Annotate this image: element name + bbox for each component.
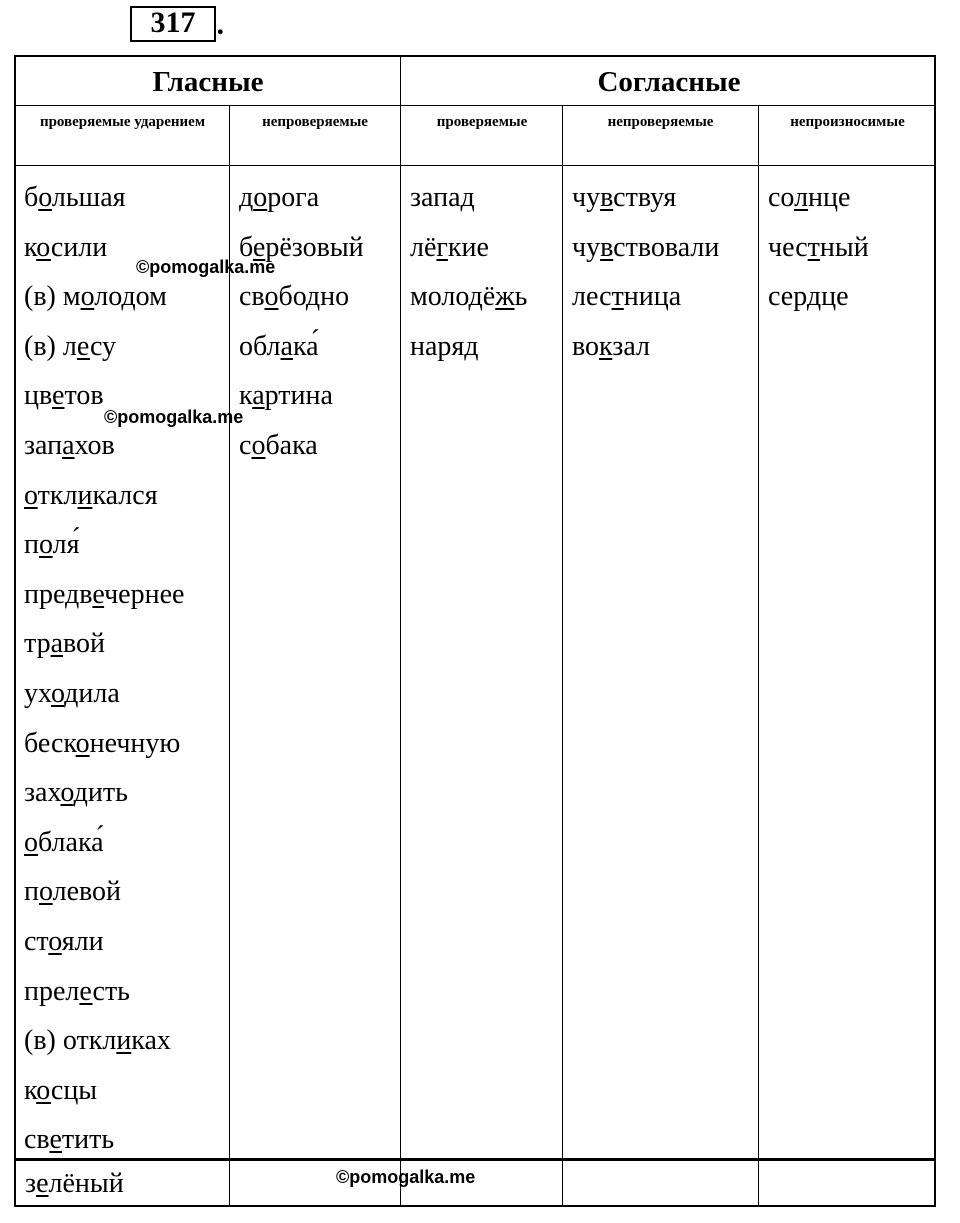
word-item: картина <box>239 380 333 412</box>
exercise-number: 317 <box>150 6 196 39</box>
highlighted-letter: а <box>252 380 265 412</box>
subheader-divider <box>16 165 934 166</box>
highlighted-letter: о <box>36 1074 51 1106</box>
highlighted-letter: д <box>806 281 822 313</box>
highlighted-letter: о <box>60 777 74 809</box>
column-consonants-checked <box>410 173 527 371</box>
word-item: сердце <box>768 281 849 313</box>
highlighted-letter: и <box>77 479 93 511</box>
word-item: наряд <box>410 330 479 362</box>
word-item: прелесть <box>24 975 130 1007</box>
highlighted-letter: е <box>52 380 65 412</box>
highlighted-letter: о <box>75 727 90 759</box>
word-item: поля́ <box>24 529 80 561</box>
subheader-consonants-unchecked: непроверяемые <box>607 114 714 130</box>
word-item: честный <box>768 231 869 263</box>
word-item: молодёжь <box>410 281 528 313</box>
bottom-divider-3 <box>562 1161 563 1205</box>
highlighted-letter: г <box>436 231 448 263</box>
word-item: бесконечную <box>24 727 181 759</box>
exercise-number-box <box>130 6 224 42</box>
header-vowels: Гласные <box>152 65 264 98</box>
highlighted-letter: д <box>460 182 475 213</box>
subheader-vowels-checked: проверяемые ударением <box>39 114 206 130</box>
word-item: (в) откликах <box>24 1025 171 1057</box>
word-item: чувствовали <box>572 231 720 263</box>
column-consonants-silent <box>768 173 869 322</box>
highlighted-letter: о <box>251 429 266 461</box>
highlighted-letter: е <box>49 1124 62 1156</box>
highlighted-letter: е <box>92 578 105 610</box>
word-item: облака́ <box>24 826 104 858</box>
word-item: лестница <box>572 281 682 313</box>
bottom-divider-1 <box>229 1161 230 1205</box>
word-item: заходить <box>24 777 128 809</box>
highlighted-letter: о <box>24 479 38 511</box>
word-item: косцы <box>24 1074 98 1106</box>
word-item: берёзовый <box>239 231 364 263</box>
word-item: откликался <box>24 479 158 511</box>
column-divider-4 <box>758 105 759 1158</box>
highlighted-letter: е <box>79 975 93 1007</box>
highlighted-letter: а <box>50 628 64 660</box>
highlighted-letter: д <box>121 281 136 313</box>
highlighted-letter: в <box>600 182 614 213</box>
word-item: вокзал <box>572 330 650 362</box>
word-item: собака <box>239 429 318 461</box>
word-item: солнце <box>768 182 851 213</box>
word-item: облака́ <box>239 330 319 362</box>
highlighted-letter: и <box>116 1025 132 1057</box>
highlighted-letter: о <box>38 182 52 213</box>
column-vowels-checked <box>24 173 184 1165</box>
highlighted-letter: о <box>50 677 65 709</box>
subheader-consonants-checked: проверяемые <box>436 114 528 130</box>
column-divider-3 <box>562 105 563 1158</box>
highlighted-letter: е <box>36 1168 49 1199</box>
word-item: большая <box>24 182 126 213</box>
highlighted-letter: е <box>76 330 90 362</box>
highlighted-letter: о <box>24 826 38 858</box>
column-consonants-unchecked <box>572 173 719 371</box>
highlighted-letter: о <box>38 876 53 908</box>
highlighted-letter: а <box>280 330 293 362</box>
highlighted-letter: е <box>252 231 266 263</box>
highlighted-letter: о <box>48 925 62 957</box>
highlighted-letter: в <box>600 231 614 263</box>
subheader-vowels-unchecked: непроверяемые <box>262 114 368 130</box>
word-item: запахов <box>24 429 115 461</box>
highlighted-letter: а <box>62 429 75 461</box>
word-item: (в) молодом <box>24 281 167 313</box>
word-item: травой <box>24 628 106 660</box>
word-item: (в) лесу <box>24 330 117 362</box>
word-item: чувствуя <box>572 182 677 213</box>
bottom-row-word: зелёный <box>25 1168 124 1199</box>
highlighted-letter: т <box>611 281 624 313</box>
highlighted-letter: о <box>80 281 95 313</box>
highlighted-letter: ж <box>495 281 515 313</box>
spelling-table <box>14 55 936 1160</box>
word-item: свободно <box>239 281 350 313</box>
word-item: лёгкие <box>410 231 489 263</box>
word-item: стояли <box>24 925 104 957</box>
highlighted-letter: о <box>38 529 53 561</box>
highlighted-letter: л <box>794 182 809 213</box>
word-item: косили <box>24 231 108 263</box>
header-consonants: Согласные <box>597 65 741 98</box>
watermark: ©pomogalka.me <box>136 257 276 277</box>
column-vowels-unchecked <box>239 173 364 471</box>
highlighted-letter: т <box>807 231 820 263</box>
word-item: цветов <box>24 380 104 412</box>
watermark: ©pomogalka.me <box>104 407 244 427</box>
bottom-divider-4 <box>758 1161 759 1205</box>
word-item: дорога <box>239 182 320 213</box>
word-item: полевой <box>24 876 122 908</box>
word-item: предвечернее <box>24 578 185 610</box>
bottom-row <box>14 1159 936 1207</box>
word-item: запад <box>410 182 475 213</box>
watermark: ©pomogalka.me <box>336 1167 476 1187</box>
main-column-divider <box>400 57 401 1158</box>
subheader-consonants-silent: непроизносимые <box>790 114 905 130</box>
exercise-number-dot: . <box>216 8 224 41</box>
highlighted-letter: о <box>253 182 268 213</box>
highlighted-letter: о <box>36 231 51 263</box>
word-item: светить <box>24 1124 115 1156</box>
highlighted-letter: о <box>264 281 279 313</box>
highlighted-letter: д <box>464 330 479 362</box>
highlighted-letter: к <box>599 330 613 362</box>
word-item: уходила <box>24 677 120 709</box>
